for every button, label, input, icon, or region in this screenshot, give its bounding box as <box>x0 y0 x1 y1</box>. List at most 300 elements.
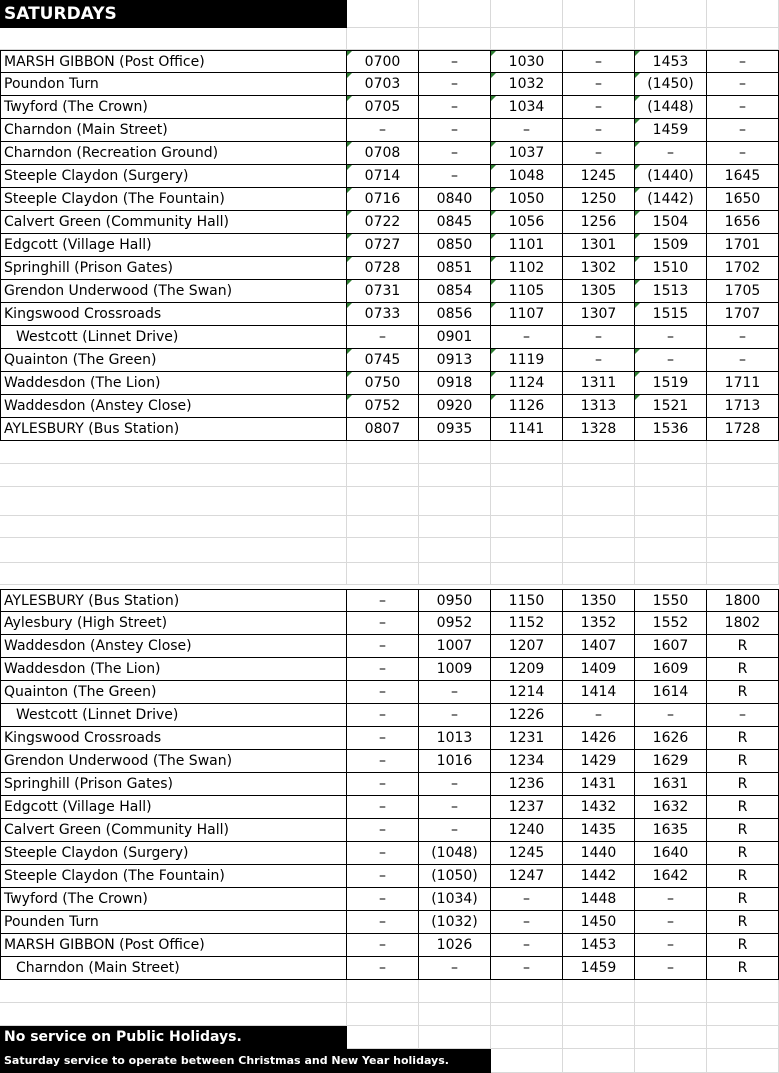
departure-time: – <box>707 96 779 119</box>
empty-cell <box>563 538 635 563</box>
departure-time: – <box>419 681 491 704</box>
departure-time: 0950 <box>419 589 491 612</box>
departure-time: 0700 <box>347 50 419 73</box>
stop-name: Twyford (The Crown) <box>0 96 347 119</box>
departure-time: 1214 <box>491 681 563 704</box>
departure-time: – <box>491 888 563 911</box>
departure-time: – <box>707 119 779 142</box>
inbound-row <box>0 888 779 911</box>
departure-time: – <box>635 911 707 934</box>
departure-time: 1226 <box>491 704 563 727</box>
departure-time: 0840 <box>419 188 491 211</box>
empty-row <box>0 563 779 585</box>
departure-time: 0705 <box>347 96 419 119</box>
empty-row <box>0 516 779 538</box>
departure-time: 1026 <box>419 934 491 957</box>
departure-time: R <box>707 865 779 888</box>
no-service-notice: No service on Public Holidays. <box>0 1026 347 1049</box>
empty-cell <box>635 487 707 516</box>
stop-name: Aylesbury (High Street) <box>0 612 347 635</box>
departure-time: 1414 <box>563 681 635 704</box>
empty-cell <box>491 0 563 28</box>
departure-time: R <box>707 934 779 957</box>
departure-time: – <box>419 957 491 980</box>
empty-cell <box>419 563 491 585</box>
departure-time: (1050) <box>419 865 491 888</box>
departure-time: – <box>635 326 707 349</box>
stop-name: Edgcott (Village Hall) <box>0 796 347 819</box>
outbound-row <box>0 50 779 73</box>
departure-time: 1126 <box>491 395 563 418</box>
departure-time: 0716 <box>347 188 419 211</box>
outbound-row <box>0 142 779 165</box>
departure-time: 0733 <box>347 303 419 326</box>
departure-time: 0703 <box>347 73 419 96</box>
departure-time: 1632 <box>635 796 707 819</box>
departure-time: R <box>707 658 779 681</box>
departure-time: 1245 <box>491 842 563 865</box>
stop-name: Charndon (Recreation Ground) <box>0 142 347 165</box>
departure-time: 0856 <box>419 303 491 326</box>
empty-row <box>0 1003 779 1026</box>
departure-time: (1450) <box>635 73 707 96</box>
departure-time: 1105 <box>491 280 563 303</box>
departure-time: 1705 <box>707 280 779 303</box>
empty-cell <box>563 28 635 50</box>
inbound-row <box>0 842 779 865</box>
empty-cell <box>491 563 563 585</box>
departure-time: 1552 <box>635 612 707 635</box>
empty-cell <box>707 538 779 563</box>
departure-time: 1629 <box>635 750 707 773</box>
departure-time: – <box>347 888 419 911</box>
empty-cell <box>707 563 779 585</box>
departure-time: 1250 <box>563 188 635 211</box>
departure-time: R <box>707 957 779 980</box>
departure-time: 1056 <box>491 211 563 234</box>
empty-cell <box>347 464 419 487</box>
inbound-row <box>0 612 779 635</box>
departure-time: 1645 <box>707 165 779 188</box>
departure-time: 1150 <box>491 589 563 612</box>
stop-name: Calvert Green (Community Hall) <box>0 211 347 234</box>
inbound-row <box>0 773 779 796</box>
departure-time: – <box>707 73 779 96</box>
departure-time: – <box>419 50 491 73</box>
empty-cell <box>563 0 635 28</box>
departure-time: – <box>707 704 779 727</box>
departure-time: 1713 <box>707 395 779 418</box>
departure-time: 1240 <box>491 819 563 842</box>
departure-time: (1034) <box>419 888 491 911</box>
departure-time: 1207 <box>491 635 563 658</box>
departure-time: 1313 <box>563 395 635 418</box>
departure-time: 1009 <box>419 658 491 681</box>
departure-time: R <box>707 681 779 704</box>
departure-time: 0745 <box>347 349 419 372</box>
departure-time: – <box>419 773 491 796</box>
inbound-row <box>0 727 779 750</box>
empty-cell <box>635 464 707 487</box>
stop-name: Grendon Underwood (The Swan) <box>0 280 347 303</box>
departure-time: – <box>419 142 491 165</box>
departure-time: 1301 <box>563 234 635 257</box>
empty-cell <box>563 1003 635 1026</box>
departure-time: 1626 <box>635 727 707 750</box>
stop-name: Charndon (Main Street) <box>0 957 347 980</box>
empty-cell <box>707 1026 779 1049</box>
stop-name: Edgcott (Village Hall) <box>0 234 347 257</box>
stop-name: Quainton (The Green) <box>0 349 347 372</box>
stop-name: Steeple Claydon (The Fountain) <box>0 865 347 888</box>
empty-cell <box>491 1026 563 1049</box>
empty-cell <box>635 1026 707 1049</box>
departure-time: 1702 <box>707 257 779 280</box>
departure-time: 1435 <box>563 819 635 842</box>
empty-cell <box>419 516 491 538</box>
departure-time: 0752 <box>347 395 419 418</box>
outbound-row <box>0 257 779 280</box>
departure-time: 0731 <box>347 280 419 303</box>
empty-cell <box>347 538 419 563</box>
empty-cell <box>635 28 707 50</box>
departure-time: 1614 <box>635 681 707 704</box>
empty-cell <box>0 1003 347 1026</box>
departure-time: 1536 <box>635 418 707 441</box>
departure-time: 1256 <box>563 211 635 234</box>
stop-name: Waddesdon (Anstey Close) <box>0 395 347 418</box>
departure-time: 1513 <box>635 280 707 303</box>
empty-cell <box>0 538 347 563</box>
empty-cell <box>347 563 419 585</box>
departure-time: – <box>347 750 419 773</box>
departure-time: 1607 <box>635 635 707 658</box>
departure-time: 0850 <box>419 234 491 257</box>
stop-name: Quainton (The Green) <box>0 681 347 704</box>
stop-name: Poundon Turn <box>0 73 347 96</box>
stop-name: Westcott (Linnet Drive) <box>0 326 347 349</box>
departure-time: 1013 <box>419 727 491 750</box>
departure-time: 0807 <box>347 418 419 441</box>
departure-time: 0714 <box>347 165 419 188</box>
inbound-row <box>0 934 779 957</box>
inbound-row <box>0 796 779 819</box>
empty-cell <box>419 538 491 563</box>
empty-cell <box>419 441 491 464</box>
departure-time: 1119 <box>491 349 563 372</box>
departure-time: – <box>347 934 419 957</box>
departure-time: R <box>707 842 779 865</box>
departure-time: 0722 <box>347 211 419 234</box>
departure-time: 1037 <box>491 142 563 165</box>
departure-time: 1802 <box>707 612 779 635</box>
departure-time: 1311 <box>563 372 635 395</box>
empty-cell <box>347 487 419 516</box>
departure-time: 1453 <box>563 934 635 957</box>
departure-time: 0935 <box>419 418 491 441</box>
outbound-row <box>0 211 779 234</box>
stop-name: Calvert Green (Community Hall) <box>0 819 347 842</box>
departure-time: (1032) <box>419 911 491 934</box>
departure-time: (1048) <box>419 842 491 865</box>
departure-time: – <box>563 326 635 349</box>
empty-cell <box>563 1026 635 1049</box>
departure-time: – <box>563 119 635 142</box>
empty-cell <box>419 28 491 50</box>
departure-time: – <box>347 635 419 658</box>
empty-cell <box>707 980 779 1003</box>
departure-time: – <box>635 888 707 911</box>
empty-row <box>0 441 779 464</box>
empty-cell <box>491 441 563 464</box>
departure-time: 1236 <box>491 773 563 796</box>
departure-time: 1152 <box>491 612 563 635</box>
departure-time: 1048 <box>491 165 563 188</box>
empty-cell <box>707 28 779 50</box>
empty-cell <box>347 980 419 1003</box>
empty-cell <box>419 487 491 516</box>
departure-time: – <box>707 326 779 349</box>
departure-time: 1231 <box>491 727 563 750</box>
departure-time: – <box>419 704 491 727</box>
empty-cell <box>563 1049 635 1073</box>
departure-time: 1426 <box>563 727 635 750</box>
stop-name: Steeple Claydon (Surgery) <box>0 165 347 188</box>
departure-time: 0918 <box>419 372 491 395</box>
departure-time: 0913 <box>419 349 491 372</box>
departure-time: – <box>347 658 419 681</box>
departure-time: 1609 <box>635 658 707 681</box>
stop-name: Waddesdon (The Lion) <box>0 372 347 395</box>
departure-time: 1635 <box>635 819 707 842</box>
empty-cell <box>0 441 347 464</box>
departure-time: 1050 <box>491 188 563 211</box>
empty-cell <box>707 1049 779 1073</box>
departure-time: 1034 <box>491 96 563 119</box>
empty-cell <box>491 1049 563 1073</box>
inbound-row <box>0 681 779 704</box>
departure-time: R <box>707 773 779 796</box>
departure-time: (1440) <box>635 165 707 188</box>
departure-time: 1728 <box>707 418 779 441</box>
departure-time: – <box>491 934 563 957</box>
departure-time: 1519 <box>635 372 707 395</box>
empty-cell <box>491 28 563 50</box>
stop-name: Charndon (Main Street) <box>0 119 347 142</box>
stop-name: Grendon Underwood (The Swan) <box>0 750 347 773</box>
outbound-row <box>0 280 779 303</box>
departure-time: 0708 <box>347 142 419 165</box>
departure-time: 1030 <box>491 50 563 73</box>
stop-name: Springhill (Prison Gates) <box>0 257 347 280</box>
departure-time: – <box>347 957 419 980</box>
departure-time: 1656 <box>707 211 779 234</box>
departure-time: 0952 <box>419 612 491 635</box>
departure-time: – <box>563 349 635 372</box>
departure-time: – <box>347 589 419 612</box>
empty-cell <box>347 1003 419 1026</box>
departure-time: 1504 <box>635 211 707 234</box>
departure-time: 1440 <box>563 842 635 865</box>
departure-time: – <box>491 911 563 934</box>
departure-time: 1350 <box>563 589 635 612</box>
empty-cell <box>347 1026 419 1049</box>
empty-cell <box>347 28 419 50</box>
outbound-row <box>0 165 779 188</box>
departure-time: 1352 <box>563 612 635 635</box>
empty-cell <box>491 538 563 563</box>
empty-cell <box>707 441 779 464</box>
departure-time: – <box>347 727 419 750</box>
empty-cell <box>635 441 707 464</box>
departure-time: 0728 <box>347 257 419 280</box>
departure-time: – <box>347 819 419 842</box>
inbound-row <box>0 911 779 934</box>
inbound-row <box>0 865 779 888</box>
empty-cell <box>491 516 563 538</box>
departure-time: 1642 <box>635 865 707 888</box>
departure-time: R <box>707 635 779 658</box>
departure-time: 1107 <box>491 303 563 326</box>
outbound-row <box>0 119 779 142</box>
departure-time: – <box>563 73 635 96</box>
departure-time: 0750 <box>347 372 419 395</box>
empty-cell <box>419 0 491 28</box>
departure-time: 1234 <box>491 750 563 773</box>
empty-cell <box>491 487 563 516</box>
departure-time: – <box>635 704 707 727</box>
empty-cell <box>563 487 635 516</box>
empty-cell <box>419 464 491 487</box>
departure-time: 1450 <box>563 911 635 934</box>
departure-time: R <box>707 750 779 773</box>
empty-cell <box>347 516 419 538</box>
departure-time: 0851 <box>419 257 491 280</box>
stop-name: AYLESBURY (Bus Station) <box>0 418 347 441</box>
departure-time: (1442) <box>635 188 707 211</box>
empty-cell <box>635 1049 707 1073</box>
stop-name: Kingswood Crossroads <box>0 303 347 326</box>
stop-name: Westcott (Linnet Drive) <box>0 704 347 727</box>
departure-time: 1459 <box>635 119 707 142</box>
stop-name: Twyford (The Crown) <box>0 888 347 911</box>
departure-time: – <box>563 142 635 165</box>
departure-time: – <box>563 50 635 73</box>
departure-time: – <box>707 50 779 73</box>
stop-name: Waddesdon (The Lion) <box>0 658 347 681</box>
departure-time: 1237 <box>491 796 563 819</box>
christmas-service-notice: Saturday service to operate between Christmas and New Year holidays. <box>0 1049 491 1073</box>
departure-time: 1711 <box>707 372 779 395</box>
departure-time: 1409 <box>563 658 635 681</box>
departure-time: 1800 <box>707 589 779 612</box>
empty-cell <box>491 1003 563 1026</box>
outbound-row <box>0 96 779 119</box>
outbound-row <box>0 188 779 211</box>
departure-time: – <box>491 957 563 980</box>
departure-time: – <box>347 704 419 727</box>
departure-time: 1124 <box>491 372 563 395</box>
departure-time: – <box>419 96 491 119</box>
departure-time: – <box>563 704 635 727</box>
departure-time: – <box>707 349 779 372</box>
departure-time: – <box>347 842 419 865</box>
outbound-row <box>0 326 779 349</box>
departure-time: R <box>707 796 779 819</box>
departure-time: 1442 <box>563 865 635 888</box>
empty-cell <box>635 516 707 538</box>
departure-time: – <box>419 119 491 142</box>
departure-time: 1101 <box>491 234 563 257</box>
stop-name: Pounden Turn <box>0 911 347 934</box>
departure-time: 1509 <box>635 234 707 257</box>
departure-time: R <box>707 911 779 934</box>
departure-time: – <box>491 326 563 349</box>
departure-time: 1328 <box>563 418 635 441</box>
empty-cell <box>563 441 635 464</box>
departure-time: 1640 <box>635 842 707 865</box>
empty-cell <box>635 1003 707 1026</box>
departure-time: 1307 <box>563 303 635 326</box>
empty-cell <box>419 1026 491 1049</box>
departure-time: 1510 <box>635 257 707 280</box>
inbound-row <box>0 658 779 681</box>
departure-time: – <box>635 349 707 372</box>
departure-time: – <box>635 957 707 980</box>
outbound-row <box>0 395 779 418</box>
departure-time: – <box>635 934 707 957</box>
departure-time: – <box>347 681 419 704</box>
page-title: SATURDAYS <box>0 0 347 28</box>
outbound-row <box>0 73 779 96</box>
empty-cell <box>347 441 419 464</box>
departure-time: – <box>347 119 419 142</box>
departure-time: R <box>707 727 779 750</box>
departure-time: – <box>707 142 779 165</box>
departure-time: 1550 <box>635 589 707 612</box>
departure-time: 1459 <box>563 957 635 980</box>
stop-name: MARSH GIBBON (Post Office) <box>0 50 347 73</box>
outbound-row <box>0 349 779 372</box>
outbound-row <box>0 303 779 326</box>
departure-time: – <box>419 819 491 842</box>
departure-time: 0845 <box>419 211 491 234</box>
departure-time: 1631 <box>635 773 707 796</box>
outbound-row <box>0 372 779 395</box>
departure-time: 1016 <box>419 750 491 773</box>
empty-cell <box>419 1003 491 1026</box>
empty-cell <box>563 563 635 585</box>
inbound-row <box>0 819 779 842</box>
inbound-row <box>0 704 779 727</box>
departure-time: – <box>419 796 491 819</box>
empty-row <box>0 487 779 516</box>
departure-time: – <box>563 96 635 119</box>
departure-time: – <box>347 911 419 934</box>
empty-cell <box>635 0 707 28</box>
departure-time: 0901 <box>419 326 491 349</box>
empty-cell <box>419 980 491 1003</box>
inbound-row <box>0 750 779 773</box>
departure-time: (1448) <box>635 96 707 119</box>
stop-name: MARSH GIBBON (Post Office) <box>0 934 347 957</box>
departure-time: 1247 <box>491 865 563 888</box>
empty-row <box>0 980 779 1003</box>
departure-time: 1707 <box>707 303 779 326</box>
empty-cell <box>563 516 635 538</box>
empty-cell <box>491 464 563 487</box>
departure-time: – <box>347 326 419 349</box>
